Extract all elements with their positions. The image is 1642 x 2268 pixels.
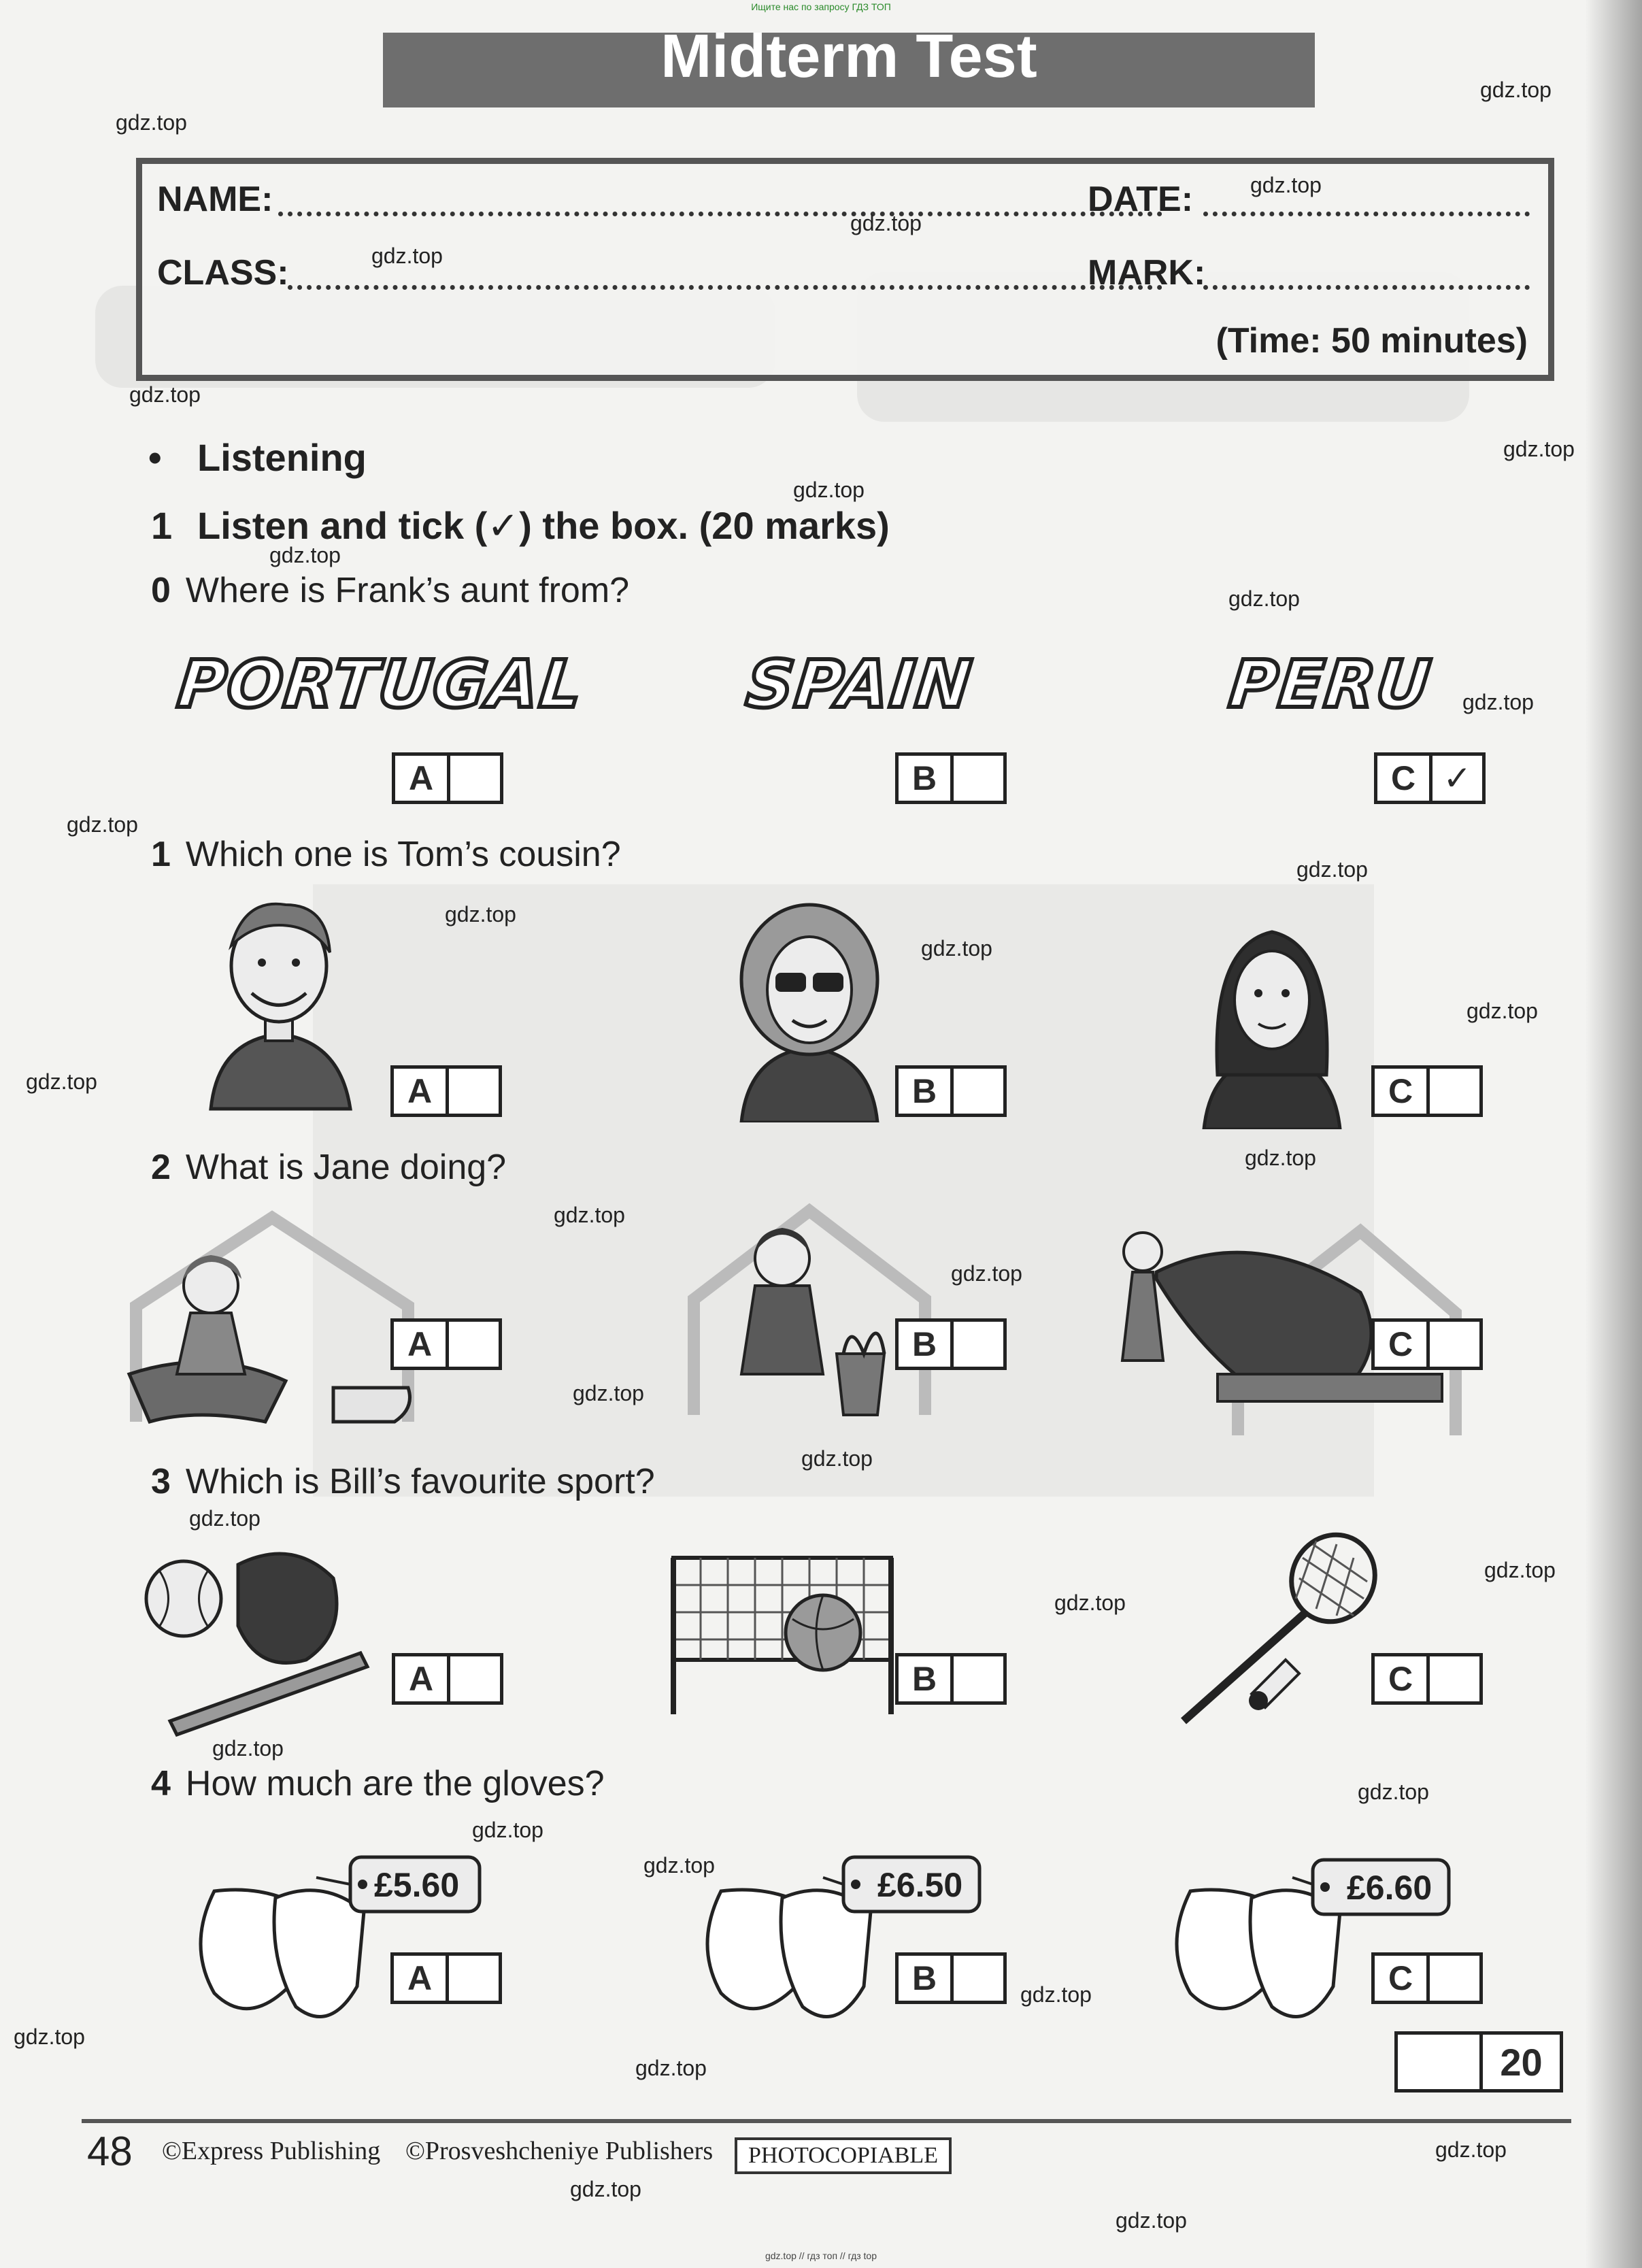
watermark: gdz.top xyxy=(189,1506,261,1531)
answer-box-q3-a[interactable] xyxy=(392,1653,503,1705)
tick-mark xyxy=(449,1322,499,1367)
name-label: NAME: xyxy=(157,180,273,219)
watermark: gdz.top xyxy=(14,2024,85,2049)
tick-mark xyxy=(954,1656,1003,1701)
answer-box-q2-b[interactable] xyxy=(895,1318,1007,1370)
country-label-spain: SPAIN xyxy=(743,646,976,722)
date-label: DATE: xyxy=(1088,180,1194,219)
watermark: gdz.top xyxy=(1245,1146,1316,1170)
section-bullet: • xyxy=(148,436,162,479)
watermark: gdz.top xyxy=(371,244,443,268)
watermark: gdz.top xyxy=(472,1818,543,1842)
baseball-picture xyxy=(136,1537,381,1741)
country-label-peru: PERU xyxy=(1226,646,1435,722)
girl-dark-hair-picture xyxy=(1190,905,1354,1129)
answer-box-q2-c[interactable] xyxy=(1371,1318,1483,1370)
page-edge-shadow xyxy=(1585,0,1642,2268)
watermark: gdz.top xyxy=(212,1736,284,1761)
question-number: 2 xyxy=(151,1148,171,1187)
watermark: gdz.top xyxy=(116,110,187,135)
publisher-credit-1: ©Express Publishing xyxy=(162,2137,381,2165)
task-number: 1 xyxy=(151,504,173,547)
question-text: How much are the gloves? xyxy=(185,1764,605,1803)
option-letter: C xyxy=(1375,1069,1430,1114)
page-number: 48 xyxy=(87,2129,133,2174)
question-number: 4 xyxy=(151,1764,171,1803)
option-letter: C xyxy=(1375,1956,1430,2001)
footer-note: gdz.top // гдз топ // гдз top xyxy=(765,2250,877,2261)
watermark: gdz.top xyxy=(129,382,201,407)
question-number: 1 xyxy=(151,835,171,874)
answer-box-q0-c[interactable] xyxy=(1374,752,1486,804)
option-letter: A xyxy=(394,1322,449,1367)
time-limit: (Time: 50 minutes) xyxy=(1216,321,1528,361)
watermark: gdz.top xyxy=(1503,437,1575,461)
tick-mark xyxy=(450,756,500,801)
price-label: £6.50 xyxy=(877,1866,963,1904)
option-letter: A xyxy=(395,1656,450,1701)
class-field[interactable] xyxy=(288,285,1162,290)
answer-box-q4-c[interactable] xyxy=(1371,1952,1483,2004)
price-label: £5.60 xyxy=(374,1866,460,1904)
watermark: gdz.top xyxy=(1116,2208,1187,2233)
watermark: gdz.top xyxy=(1296,857,1368,882)
watermark: gdz.top xyxy=(921,936,992,961)
watermark: gdz.top xyxy=(1480,78,1552,102)
watermark: gdz.top xyxy=(643,1853,715,1878)
watermark: gdz.top xyxy=(1435,2137,1507,2162)
watermark: gdz.top xyxy=(801,1446,873,1471)
option-letter: B xyxy=(899,1322,954,1367)
watermark: gdz.top xyxy=(570,2177,641,2201)
watermark: gdz.top xyxy=(1467,999,1538,1023)
answer-box-q0-a[interactable] xyxy=(392,752,503,804)
publisher-credit-2: ©Prosveshcheniye Publishers xyxy=(405,2137,714,2165)
class-label: CLASS: xyxy=(157,253,289,293)
watermark: gdz.top xyxy=(1484,1558,1556,1582)
question-text: Which one is Tom’s cousin? xyxy=(185,835,621,874)
woman-sunglasses-picture xyxy=(728,898,891,1122)
question-4 xyxy=(151,1763,605,1804)
score-field[interactable] xyxy=(1398,2035,1483,2089)
score-box[interactable] xyxy=(1394,2031,1563,2092)
watermark: gdz.top xyxy=(67,812,138,837)
tick-mark xyxy=(450,1656,500,1701)
answer-box-q1-b[interactable] xyxy=(895,1065,1007,1117)
question-3 xyxy=(151,1461,655,1502)
tick-mark xyxy=(954,1069,1003,1114)
header-note: Ищите нас по запросу ГДЗ ТОП xyxy=(751,1,891,12)
watermark: gdz.top xyxy=(1250,173,1322,197)
question-text: Where is Frank’s aunt from? xyxy=(185,571,630,610)
tick-mark xyxy=(954,1956,1003,2001)
watermark: gdz.top xyxy=(850,211,922,235)
option-letter: B xyxy=(899,756,954,801)
tick-mark xyxy=(1430,1656,1479,1701)
question-number: 3 xyxy=(151,1462,171,1501)
watermark: gdz.top xyxy=(793,478,865,502)
option-letter: A xyxy=(394,1956,449,2001)
question-number: 0 xyxy=(151,571,171,610)
option-letter: B xyxy=(899,1956,954,2001)
option-letter: A xyxy=(395,756,450,801)
answer-box-q2-a[interactable] xyxy=(390,1318,502,1370)
watermark: gdz.top xyxy=(635,2056,707,2080)
watermark: gdz.top xyxy=(445,902,516,927)
gloves-picture-c xyxy=(1150,1850,1462,2034)
question-text: Which is Bill’s favourite sport? xyxy=(185,1462,655,1501)
gloves-picture-b xyxy=(680,1850,993,2034)
tick-mark xyxy=(1430,1956,1479,2001)
footer-divider xyxy=(82,2119,1571,2123)
tick-mark xyxy=(1430,1322,1479,1367)
name-field[interactable] xyxy=(278,212,1162,216)
question-0 xyxy=(151,570,629,611)
tick-mark xyxy=(954,1322,1003,1367)
watermark: gdz.top xyxy=(1462,690,1534,714)
badminton-picture xyxy=(1170,1531,1388,1735)
volleyball-picture xyxy=(667,1544,898,1721)
question-1 xyxy=(151,834,621,875)
tick-mark xyxy=(954,756,1003,801)
watermark: gdz.top xyxy=(1358,1780,1429,1804)
option-letter: C xyxy=(1375,1322,1430,1367)
option-letter: C xyxy=(1377,756,1432,801)
page-title: Midterm Test xyxy=(383,33,1315,107)
tick-mark: ✓ xyxy=(1443,759,1472,797)
answer-box-q4-b[interactable] xyxy=(895,1952,1007,2004)
option-letter: B xyxy=(899,1656,954,1701)
gloves-picture-a xyxy=(173,1850,486,2034)
mark-field[interactable] xyxy=(1203,285,1530,290)
answer-box-q1-c[interactable] xyxy=(1371,1065,1483,1117)
tick-mark xyxy=(449,1956,499,2001)
option-letter: A xyxy=(394,1069,449,1114)
watermark: gdz.top xyxy=(951,1261,1022,1286)
watermark: gdz.top xyxy=(1054,1590,1126,1615)
watermark: gdz.top xyxy=(554,1203,625,1227)
answer-box-q1-a[interactable] xyxy=(390,1065,502,1117)
watermark: gdz.top xyxy=(1020,1982,1092,2007)
tick-mark xyxy=(1430,1069,1479,1114)
tick-mark xyxy=(449,1069,499,1114)
watermark: gdz.top xyxy=(1228,586,1300,611)
watermark: gdz.top xyxy=(269,543,341,567)
section-title: Listening xyxy=(197,436,367,479)
question-text: What is Jane doing? xyxy=(185,1148,507,1187)
student-info-box xyxy=(136,158,1554,381)
option-letter: B xyxy=(899,1069,954,1114)
score-total: 20 xyxy=(1500,2040,1543,2084)
watermark: gdz.top xyxy=(573,1381,644,1405)
task-instruction: Listen and tick (✓) the box. (20 marks) xyxy=(197,504,890,547)
watermark: gdz.top xyxy=(26,1069,97,1094)
boy-picture xyxy=(190,884,367,1116)
question-2 xyxy=(151,1147,506,1188)
girl-ironing-picture xyxy=(109,1204,435,1435)
option-letter: C xyxy=(1375,1656,1430,1701)
price-label: £6.60 xyxy=(1347,1869,1432,1907)
answer-box-q3-c[interactable] xyxy=(1371,1653,1483,1705)
answer-box-q3-b[interactable] xyxy=(895,1653,1007,1705)
date-field[interactable] xyxy=(1203,212,1530,216)
answer-box-q0-b[interactable] xyxy=(895,752,1007,804)
photocopiable-stamp: PHOTOCOPIABLE xyxy=(735,2137,952,2174)
mark-label: MARK: xyxy=(1088,253,1206,293)
country-label-portugal: PORTUGAL xyxy=(174,646,588,722)
answer-box-q4-a[interactable] xyxy=(390,1952,502,2004)
